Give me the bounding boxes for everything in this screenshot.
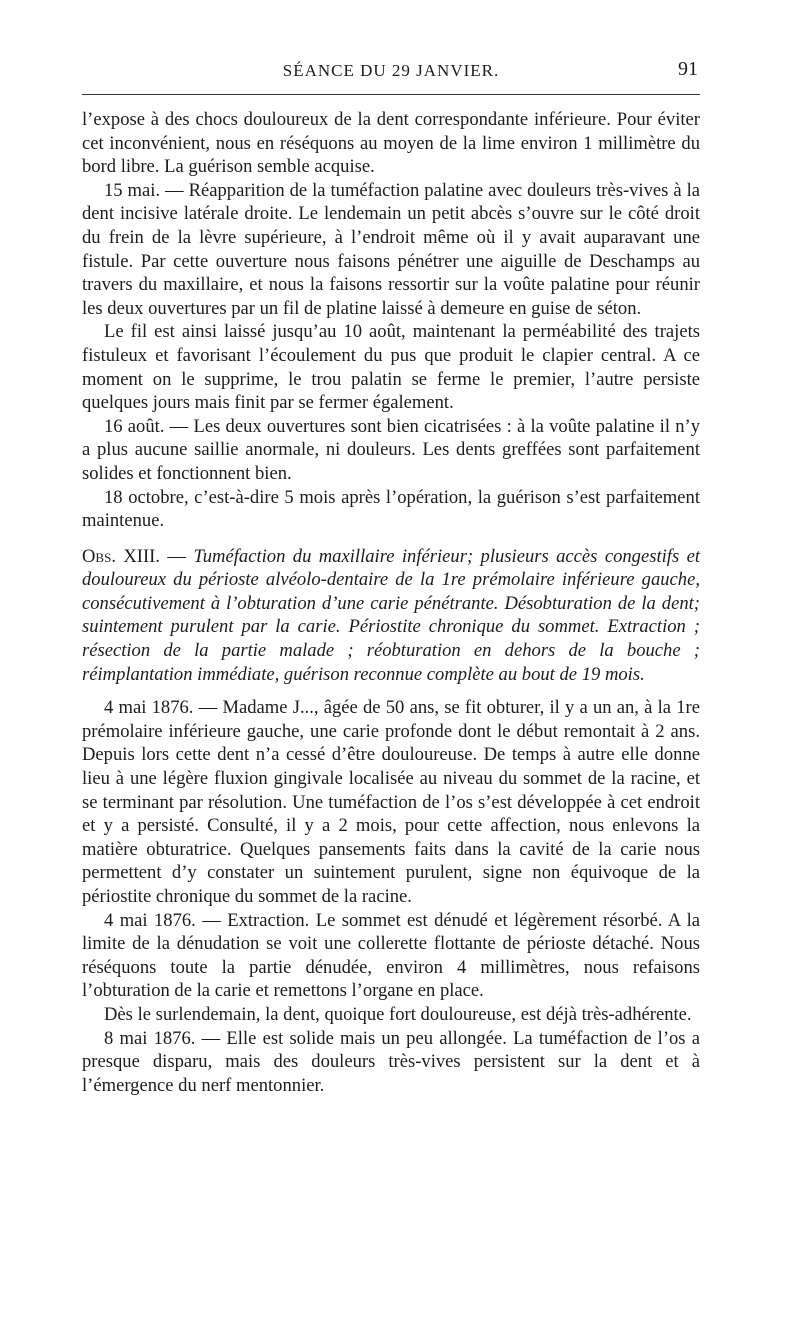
page-body — [82, 108, 700, 1097]
observation-label: Obs. XIII. — — [82, 545, 187, 567]
observation-heading — [82, 545, 700, 687]
observation-summary: Tuméfaction du maxillaire inférieur; plusieurs accès congestifs et douloureux du périoste alvéolo-dentaire de la 1re prémolaire inférieure gauche, consécutivement à l’obturation d’une carie pénétrante. Désobturation de la dent; suintement purulent par la carie. Périostite chronique du sommet. Extraction ; résection de la partie malade ; réobturation en dehors de la bouche ; réimplantation immédiate, guérison reconnue complète au bout de 19 mois. — [82, 545, 700, 685]
paragraph-4-mai-extraction: 4 mai 1876. — Extraction. Le sommet est dénudé et légèrement résorbé. A la limite de la dénudation se voit une collerette flottante de périoste détaché. Nous réséquons toute la partie dénudée, environ 4 millimètres, nous refaisons l’obturation de la carie et remettons l’organe en place. — [82, 909, 700, 1002]
header-rule — [82, 94, 700, 95]
page-header — [82, 58, 700, 88]
paragraph-8-mai: 8 mai 1876. — Elle est solide mais un peu allongée. La tuméfaction de l’os a presque disparu, mais des douleurs très-vives persistent sur la dent et à l’émergence du nerf mentonnier. — [82, 1027, 700, 1096]
running-title: SÉANCE DU 29 JANVIER. — [282, 61, 500, 80]
paragraph-18-octobre: 18 octobre, c’est-à-dire 5 mois après l’opération, la guérison s’est parfaitement maintenue. — [82, 486, 700, 532]
paragraph-15-mai: 15 mai. — Réapparition de la tuméfaction palatine avec douleurs très-vives à la dent incisive latérale droite. Le lendemain un petit abcès s’ouvre sur le côté droit du frein de la lèvre supérieure, à l’endroit même où il y avait auparavant une fistule. Par cette ouverture nous faisons pénétrer une aiguille de Deschamps au travers du maxillaire, et nous la faisons ressortir sur la voûte palatine pour réunir les deux ouvertures par un fil de platine laissé à demeure en guise de séton. — [82, 179, 700, 319]
paragraph-continuation: l’expose à des chocs douloureux de la dent correspondante inférieure. Pour éviter cet inconvénient, nous en réséquons au moyen de la lime environ 1 millimètre du bord libre. La guérison semble acquise. — [82, 109, 700, 178]
page-number: 91 — [678, 58, 698, 80]
paragraph-surlendemain: Dès le surlendemain, la dent, quoique fort douloureuse, est déjà très-adhérente. — [104, 1003, 692, 1025]
paragraph-16-aout: 16 août. — Les deux ouvertures sont bien cicatrisées : à la voûte palatine il n’y a plus aucune saillie anormale, ni douleurs. Les dents greffées sont parfaitement solides et fonctionnent bien. — [82, 415, 700, 484]
paragraph-4-mai-history: 4 mai 1876. — Madame J..., âgée de 50 ans, se fit obturer, il y a un an, à la 1re prémolaire inférieure gauche, une carie profonde dont le début remontait à 2 ans. Depuis lors cette dent n’a cessé d’être douloureuse. De temps à autre elle donne lieu à une légère fluxion gingivale localisée au niveau du sommet de la racine, et se terminant par résolution. Une tuméfaction de l’os s’est développée à cet endroit et y a persisté. Consulté, il y a 2 mois, pour cette affection, nous enlevons la matière obturatrice. Quelques pansements faits dans la cavité de la carie nous permettent d’y constater un suintement purulent, signe non équivoque de la périostite chronique du sommet de la racine. — [82, 697, 700, 907]
paragraph-fil-laisse: Le fil est ainsi laissé jusqu’au 10 août, maintenant la perméabilité des trajets fistuleux et favorisant l’écoulement du pus que produit le clapier central. A ce moment on le supprime, le trou palatin se ferme le premier, l’autre persiste quelques jours mais finit par se fermer également. — [82, 321, 700, 414]
